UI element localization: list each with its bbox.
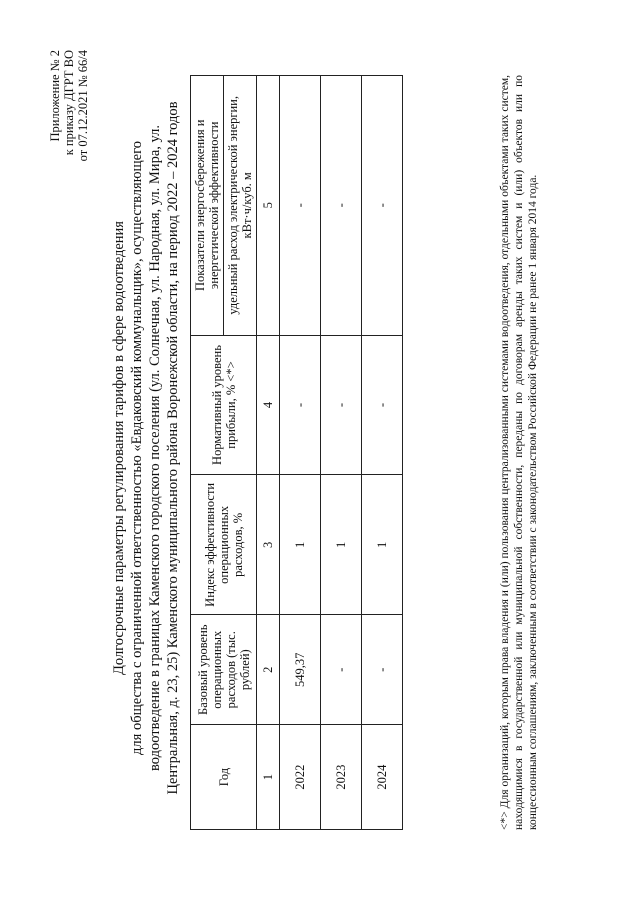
cell-base: - xyxy=(321,614,362,724)
cell-energy: - xyxy=(362,75,403,335)
column-number: 4 xyxy=(257,335,280,475)
rotated-content xyxy=(40,38,600,868)
parameters-table xyxy=(190,75,403,830)
header-profit-level: Нормативный уровень прибыли, % <*> xyxy=(191,335,257,475)
footnote: <*> Для организаций, которым права владения и (или) пользования централизованными системами водоотведения, отдельными объектами таких систем, находящимися в государственной или муниципальной собственности, переданы по договорам аренды таких систем и (или) объектов или по концессионным соглашениям, заключенным в соответствии с законодательством Российской Федерации не ранее 1 января 2014 года. xyxy=(499,74,539,830)
cell-index: 1 xyxy=(362,474,403,614)
table-header-row xyxy=(191,75,224,829)
header-efficiency-index: Индекс эффективности операционных расходов, % xyxy=(191,474,257,614)
cell-index: 1 xyxy=(280,474,321,614)
cell-base: 549,37 xyxy=(280,614,321,724)
cell-year: 2022 xyxy=(280,724,321,829)
header-year: Год xyxy=(191,724,257,829)
table-row xyxy=(280,75,321,829)
column-number-row xyxy=(257,75,280,829)
appendix-line-2: к приказу ДГРТ ВО xyxy=(62,49,76,155)
cell-index: 1 xyxy=(321,474,362,614)
title-line-1: Долгосрочные параметры регулирования тарифов в сфере водоотведения xyxy=(111,220,127,675)
table-row xyxy=(321,75,362,829)
appendix-line-3: от 07.12.2021 № 66/4 xyxy=(76,49,90,161)
cell-year: 2024 xyxy=(362,724,403,829)
cell-profit: - xyxy=(280,335,321,475)
header-energy-sub: удельный расход электрической энергии, кВт·ч/куб. м xyxy=(224,75,257,335)
cell-profit: - xyxy=(362,335,403,475)
column-number: 5 xyxy=(257,75,280,335)
cell-year: 2023 xyxy=(321,724,362,829)
appendix-header xyxy=(48,50,90,161)
appendix-line-1: Приложение № 2 xyxy=(48,49,62,142)
title-line-3: водоотведение в границах Каменского городского поселения (ул. Солнечная, ул. Народная, ул. Мира, ул. xyxy=(147,124,163,771)
column-number: 3 xyxy=(257,474,280,614)
title-line-2: для общества с ограниченной ответственностью «Евдаковский коммунальщик», осуществляющего xyxy=(129,140,145,755)
table-row xyxy=(362,75,403,829)
document-title xyxy=(110,88,182,808)
title-line-4: Центральная, д. 23, 25) Каменского муниципального района Воронежской области, на период 2022 – 2024 годов xyxy=(165,101,181,795)
header-energy-group: Показатели энергосбережения и энергетической эффективности xyxy=(191,75,224,335)
column-number: 1 xyxy=(257,724,280,829)
header-base-level: Базовый уровень операционных расходов (тыс. рублей) xyxy=(191,614,257,724)
cell-energy: - xyxy=(321,75,362,335)
column-number: 2 xyxy=(257,614,280,724)
cell-profit: - xyxy=(321,335,362,475)
cell-base: - xyxy=(362,614,403,724)
cell-energy: - xyxy=(280,75,321,335)
